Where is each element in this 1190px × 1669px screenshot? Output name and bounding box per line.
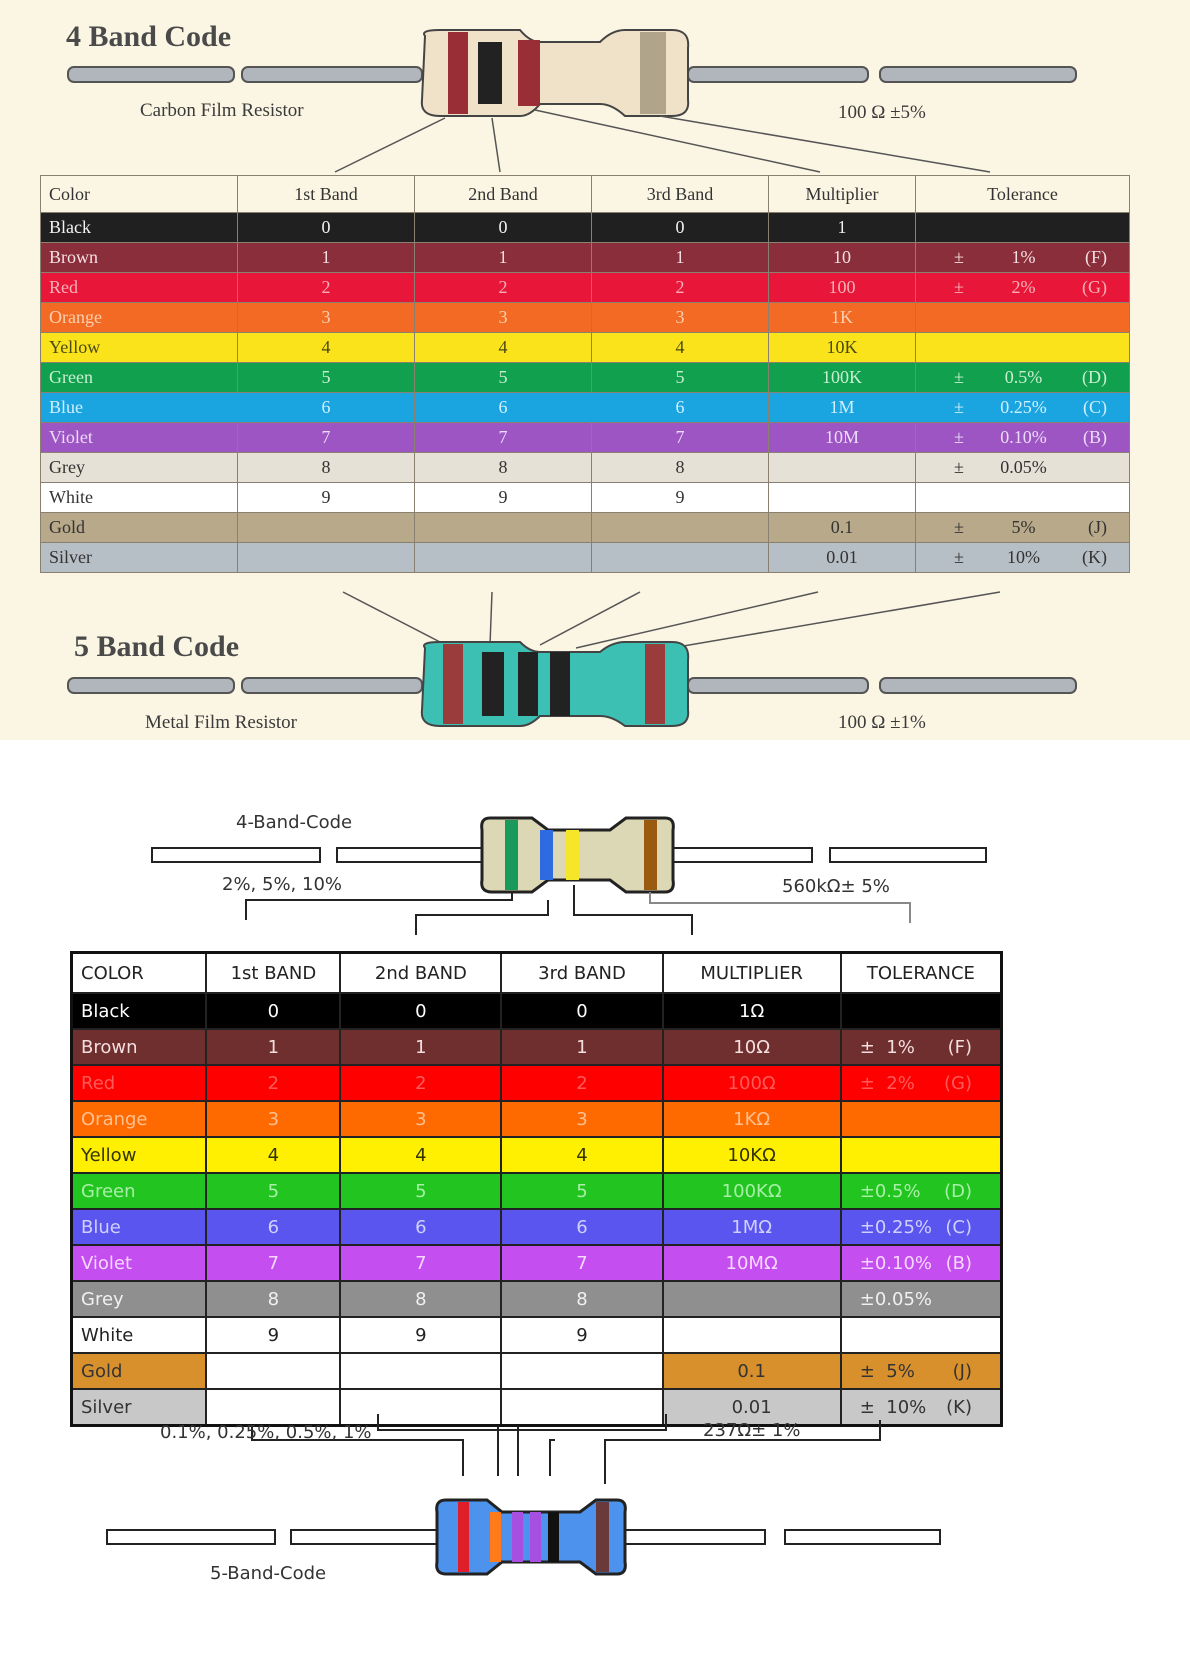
third-band-cell: 7 [501,1245,662,1281]
multiplier-cell: 1M [769,393,916,423]
second-band-cell: 3 [415,303,592,333]
color-name-cell: Brown [41,243,238,273]
tolerance-cell [916,483,1130,513]
multiplier-cell: 1MΩ [663,1209,841,1245]
tolerance-code: (J) [1088,517,1107,537]
column-header: Multiplier [769,176,916,213]
metal-film-caption: Metal Film Resistor [145,712,297,733]
third-band-cell: 5 [592,363,769,393]
multiplier-cell [663,1317,841,1353]
table-row [72,1209,1002,1245]
tolerance-sign: ± [954,427,964,447]
tolerance-value: ± 5% [859,1360,915,1382]
color-name-cell: Grey [41,453,238,483]
third-band-cell: 2 [501,1065,662,1101]
multiplier-cell: 0.01 [769,543,916,573]
color-name-cell: Brown [72,1029,207,1065]
second-band-cell: 2 [340,1065,501,1101]
column-header: COLOR [72,953,207,994]
four-band-example-value: 560kΩ± 5% [782,876,890,897]
first-band-cell: 9 [206,1317,340,1353]
carbon-film-chart-panel [0,0,1190,740]
table-row [72,1353,1002,1389]
carbon-film-caption: Carbon Film Resistor [140,100,304,121]
third-band-cell: 1 [501,1029,662,1065]
second-band-cell: 8 [415,453,592,483]
multiplier-cell: 10MΩ [663,1245,841,1281]
tolerance-sign: ± [954,277,964,297]
multiplier-cell: 1 [769,213,916,243]
column-header: MULTIPLIER [663,953,841,994]
tolerance-code: (B) [945,1252,972,1274]
table-row [41,543,1130,573]
color-name-cell: Yellow [72,1137,207,1173]
first-band-cell [206,1353,340,1389]
third-band-cell: 6 [501,1209,662,1245]
tolerance-value: 5% [1011,517,1036,537]
first-band-cell: 4 [238,333,415,363]
four-band-title: 4 Band Code [66,20,232,53]
tolerance-code: (K) [1082,547,1107,567]
tolerance-code: (G) [944,1072,972,1094]
color-name-cell: Orange [41,303,238,333]
multiplier-cell: 1K [769,303,916,333]
tolerance-code: (D) [944,1180,972,1202]
color-name-cell: Gold [41,513,238,543]
third-band-cell: 3 [501,1101,662,1137]
table-row [41,243,1130,273]
third-band-cell: 6 [592,393,769,423]
table-row [41,423,1130,453]
third-band-cell: 9 [501,1317,662,1353]
third-band-cell: 9 [592,483,769,513]
table-row [72,1101,1002,1137]
tolerance-cell [916,543,1130,573]
second-band-cell: 9 [340,1317,501,1353]
tolerance-cell [916,363,1130,393]
multiplier-cell: 0.01 [663,1389,841,1426]
table-header-row [72,953,1002,994]
tolerance-cell [841,1353,1002,1389]
table-row [72,993,1002,1029]
first-band-cell: 5 [238,363,415,393]
tolerance-code [1067,457,1107,478]
tolerance-code: (C) [945,1216,972,1238]
tolerance-value: ±0.5% [859,1180,921,1202]
second-band-cell: 4 [340,1137,501,1173]
table-row [72,1137,1002,1173]
tolerance-code: (K) [946,1396,972,1418]
tolerance-cell [916,243,1130,273]
first-band-cell: 0 [238,213,415,243]
tolerance-code: (B) [1083,427,1107,447]
table-row [72,1029,1002,1065]
tolerance-cell [841,1245,1002,1281]
first-band-cell: 9 [238,483,415,513]
second-band-cell [340,1389,501,1426]
multiplier-cell: 0.1 [663,1353,841,1389]
second-band-cell: 9 [415,483,592,513]
tolerance-cell [916,333,1130,363]
tolerance-code: (F) [947,1036,972,1058]
tolerance-cell [916,273,1130,303]
table-row [41,333,1130,363]
column-header: TOLERANCE [841,953,1002,994]
table-row [72,1281,1002,1317]
third-band-cell: 8 [592,453,769,483]
third-band-cell: 8 [501,1281,662,1317]
second-band-cell: 2 [415,273,592,303]
second-band-cell [415,513,592,543]
color-name-cell: Gold [72,1353,207,1389]
table-row [72,1065,1002,1101]
first-band-cell: 1 [206,1029,340,1065]
tolerance-cell [841,1281,1002,1317]
color-name-cell: Violet [72,1245,207,1281]
third-band-cell: 5 [501,1173,662,1209]
table-row [72,1173,1002,1209]
four-band-code-label: 4-Band-Code [236,812,353,833]
second-band-cell [340,1353,501,1389]
column-header: 1st BAND [206,953,340,994]
first-band-cell [238,543,415,573]
first-band-cell: 6 [206,1209,340,1245]
column-header: Color [41,176,238,213]
multiplier-cell [769,483,916,513]
first-band-cell: 8 [206,1281,340,1317]
tolerance-cell [841,1065,1002,1101]
first-band-cell: 1 [238,243,415,273]
four-band-value-label: 100 Ω ±5% [838,102,926,123]
color-name-cell: Black [41,213,238,243]
five-band-value-label: 100 Ω ±1% [838,712,926,733]
color-name-cell: Green [41,363,238,393]
multiplier-cell [769,453,916,483]
tolerance-cell [841,1101,1002,1137]
tolerance-value: ±0.05% [859,1288,932,1310]
color-name-cell: Black [72,993,207,1029]
table-row [41,513,1130,543]
color-name-cell: Red [72,1065,207,1101]
first-band-cell [238,513,415,543]
tolerance-value: 0.05% [1000,457,1047,477]
tolerance-sign: ± [954,247,964,267]
multiplier-cell: 10 [769,243,916,273]
tolerance-value: ± 2% [859,1072,915,1094]
table-row [41,483,1130,513]
color-name-cell: Grey [72,1281,207,1317]
table-header-row [41,176,1130,213]
first-band-cell: 3 [238,303,415,333]
multiplier-cell: 10Ω [663,1029,841,1065]
second-band-cell: 1 [340,1029,501,1065]
multiplier-cell: 100 [769,273,916,303]
tolerance-sign: ± [954,457,964,477]
third-band-cell: 2 [592,273,769,303]
multiplier-cell: 10KΩ [663,1137,841,1173]
tolerance-cell [916,453,1130,483]
tolerance-sign: ± [954,517,964,537]
table-row [41,453,1130,483]
first-band-cell: 8 [238,453,415,483]
tolerance-cell [841,1317,1002,1353]
third-band-cell [592,543,769,573]
color-name-cell: White [41,483,238,513]
tolerance-cell [841,1137,1002,1173]
first-band-cell: 2 [238,273,415,303]
tolerance-value: 0.10% [1000,427,1047,447]
tolerance-cell [916,423,1130,453]
color-name-cell: Blue [41,393,238,423]
third-band-cell [501,1353,662,1389]
first-band-cell: 4 [206,1137,340,1173]
second-band-cell: 5 [340,1173,501,1209]
third-band-cell: 1 [592,243,769,273]
third-band-cell: 4 [592,333,769,363]
tolerance-value: 0.5% [1004,367,1043,387]
tolerance-value: ± 10% [859,1396,927,1418]
tolerance-sign: ± [954,397,964,417]
second-band-cell: 4 [415,333,592,363]
second-band-cell: 7 [340,1245,501,1281]
third-band-cell: 3 [592,303,769,333]
first-band-cell: 7 [206,1245,340,1281]
first-band-cell: 0 [206,993,340,1029]
color-name-cell: Blue [72,1209,207,1245]
color-name-cell: Orange [72,1101,207,1137]
tolerance-value: 0.25% [1000,397,1047,417]
tolerance-cell [916,303,1130,333]
second-band-cell: 6 [340,1209,501,1245]
multiplier-cell: 1Ω [663,993,841,1029]
four-band-tolerance-list: 2%, 5%, 10% [222,874,343,895]
color-name-cell: Yellow [41,333,238,363]
color-name-cell: Silver [72,1389,207,1426]
table-row [41,213,1130,243]
second-band-cell: 1 [415,243,592,273]
first-band-cell: 5 [206,1173,340,1209]
table-row [41,303,1130,333]
column-header: 2nd Band [415,176,592,213]
tolerance-code: (J) [952,1360,972,1382]
tolerance-cell [916,213,1130,243]
tolerance-sign: ± [954,367,964,387]
first-band-cell: 2 [206,1065,340,1101]
tolerance-value: 10% [1007,547,1040,567]
second-band-cell: 7 [415,423,592,453]
tolerance-value: ± 1% [859,1036,915,1058]
tolerance-cell [841,993,1002,1029]
column-header: 1st Band [238,176,415,213]
column-header: 3rd BAND [501,953,662,994]
third-band-cell [592,513,769,543]
table-row [72,1317,1002,1353]
second-band-cell: 0 [415,213,592,243]
multiplier-cell: 100K [769,363,916,393]
tolerance-value: ±0.10% [859,1252,932,1274]
multiplier-cell [663,1281,841,1317]
second-band-cell: 8 [340,1281,501,1317]
third-band-cell [501,1389,662,1426]
color-name-cell: Silver [41,543,238,573]
tolerance-code: (C) [1083,397,1107,417]
multiplier-cell: 100Ω [663,1065,841,1101]
carbon-film-color-table [40,175,1130,573]
second-band-cell: 3 [340,1101,501,1137]
third-band-cell: 0 [501,993,662,1029]
first-band-cell: 7 [238,423,415,453]
tolerance-cell [841,1209,1002,1245]
color-name-cell: Violet [41,423,238,453]
column-header: 2nd BAND [340,953,501,994]
table-row [41,273,1130,303]
color-name-cell: White [72,1317,207,1353]
tolerance-code: (F) [1085,247,1107,267]
column-header: 3rd Band [592,176,769,213]
first-band-cell [206,1389,340,1426]
tolerance-code [932,1289,972,1310]
five-band-code-label: 5-Band-Code [210,1563,327,1584]
multiplier-cell: 1KΩ [663,1101,841,1137]
tolerance-sign: ± [954,547,964,567]
color-name-cell: Green [72,1173,207,1209]
tolerance-cell [916,513,1130,543]
tolerance-code: (G) [1082,277,1107,297]
color-code-table [70,951,1003,1427]
second-band-cell: 6 [415,393,592,423]
second-band-cell [415,543,592,573]
first-band-cell: 6 [238,393,415,423]
table-row [72,1245,1002,1281]
five-band-tolerance-list: 0.1%, 0.25%, 0.5%, 1% [160,1422,372,1443]
five-band-title: 5 Band Code [74,630,240,663]
second-band-cell: 0 [340,993,501,1029]
tolerance-cell [916,393,1130,423]
table-row [41,393,1130,423]
multiplier-cell: 10K [769,333,916,363]
tolerance-cell [841,1389,1002,1426]
column-header: Tolerance [916,176,1130,213]
tolerance-cell [841,1029,1002,1065]
multiplier-cell: 100KΩ [663,1173,841,1209]
table-row [72,1389,1002,1426]
third-band-cell: 4 [501,1137,662,1173]
tolerance-code: (D) [1082,367,1107,387]
color-name-cell: Red [41,273,238,303]
multiplier-cell: 0.1 [769,513,916,543]
second-band-cell: 5 [415,363,592,393]
third-band-cell: 0 [592,213,769,243]
first-band-cell: 3 [206,1101,340,1137]
tolerance-cell [841,1173,1002,1209]
five-band-example-value: 237Ω± 1% [703,1420,801,1441]
third-band-cell: 7 [592,423,769,453]
tolerance-value: ±0.25% [859,1216,932,1238]
color-code-chart-panel [0,740,1190,1669]
tolerance-value: 1% [1011,247,1036,267]
multiplier-cell: 10M [769,423,916,453]
table-row [41,363,1130,393]
tolerance-value: 2% [1011,277,1036,297]
